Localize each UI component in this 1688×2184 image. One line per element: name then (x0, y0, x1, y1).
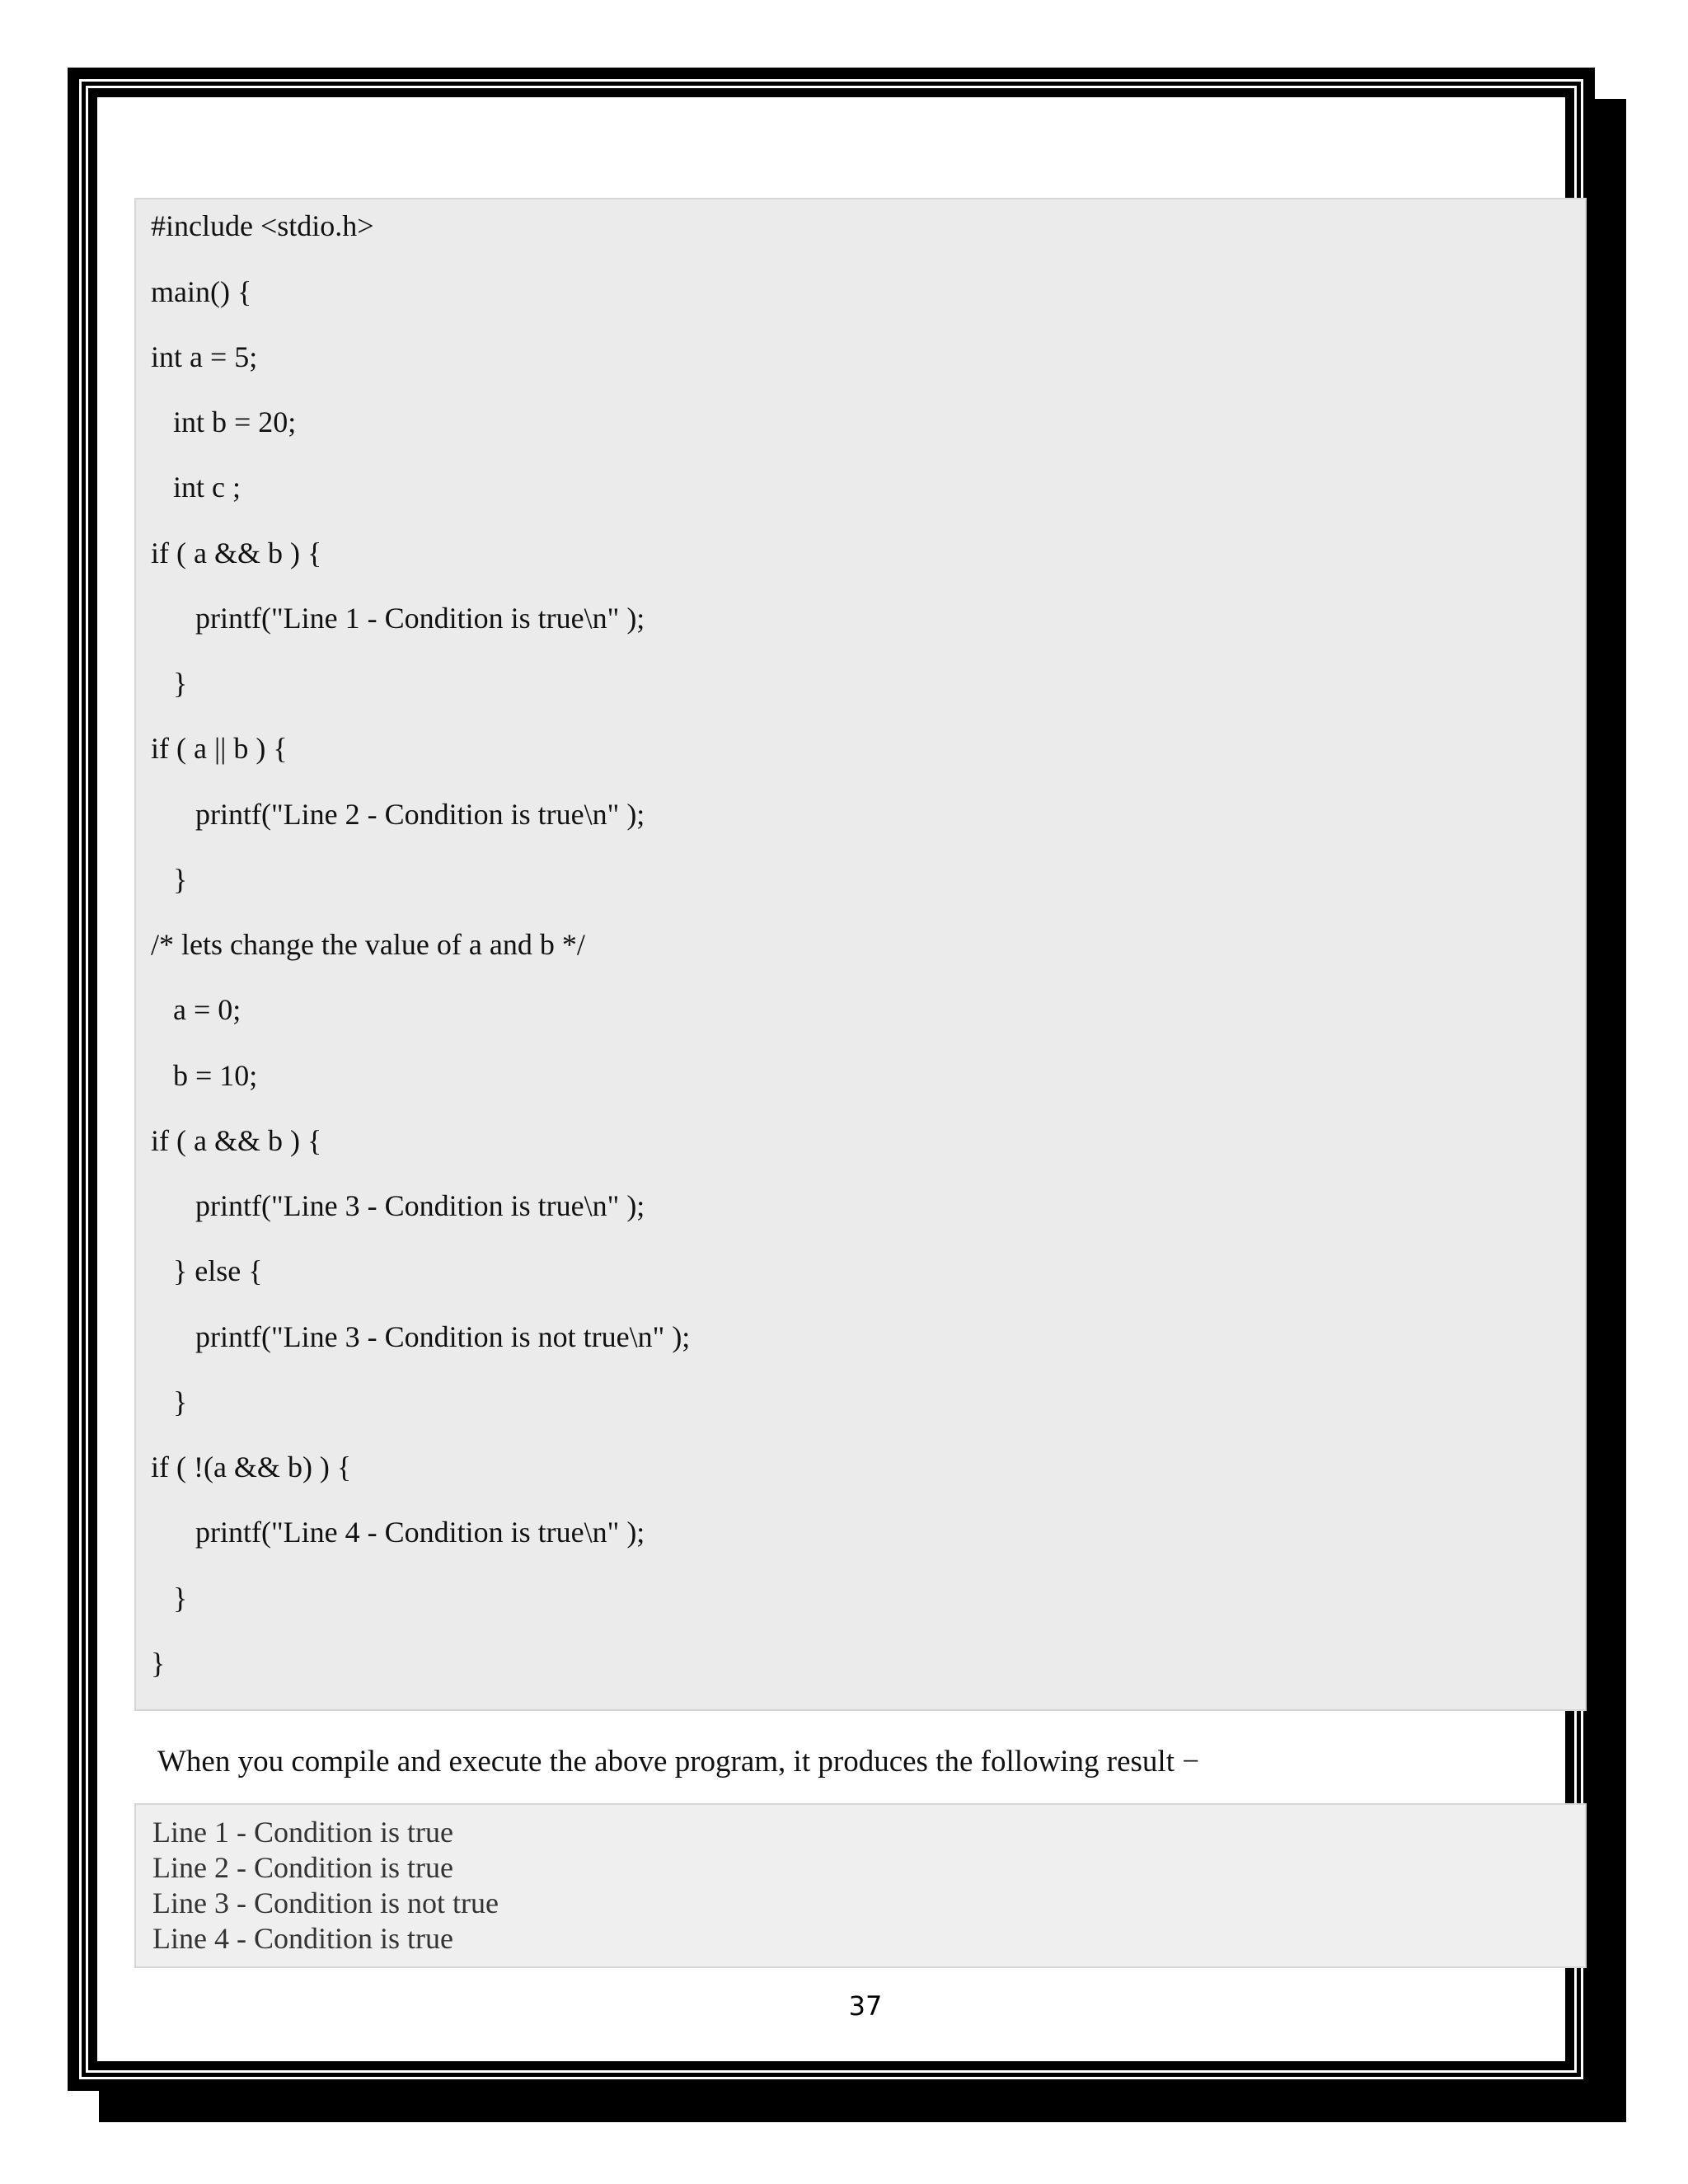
code-line: #include <stdio.h> (151, 209, 374, 242)
code-line: } (151, 1582, 188, 1615)
code-line: b = 10; (151, 1059, 258, 1092)
code-line: } (151, 667, 188, 700)
code-line: /* lets change the value of a and b */ (151, 928, 585, 961)
code-line: printf("Line 3 - Condition is true\n" ); (151, 1189, 645, 1222)
code-line: printf("Line 2 - Condition is true\n" ); (151, 798, 645, 831)
code-line: a = 0; (151, 993, 241, 1026)
output-line: Line 2 - Condition is true (152, 1851, 453, 1884)
output-line: Line 3 - Condition is not true (152, 1886, 499, 1919)
code-line: if ( !(a && b) ) { (151, 1451, 352, 1483)
code-line: } (151, 863, 188, 896)
code-line: int a = 5; (151, 340, 258, 373)
code-line: printf("Line 3 - Condition is not true\n" ); (151, 1320, 691, 1353)
code-line: if ( a && b ) { (151, 1124, 322, 1157)
result-intro-text: When you compile and execute the above program, it produces the following result − (157, 1745, 1200, 1779)
page-number: 37 (848, 1990, 883, 2022)
code-line: printf("Line 4 - Condition is true\n" ); (151, 1516, 645, 1549)
code-line: main() { (151, 275, 252, 308)
code-line: } else { (151, 1254, 263, 1287)
code-block (134, 198, 1587, 1711)
code-line: if ( a && b ) { (151, 537, 322, 569)
code-line: } (151, 1647, 166, 1680)
code-line: if ( a || b ) { (151, 732, 288, 765)
code-line: } (151, 1385, 188, 1418)
code-line: printf("Line 1 - Condition is true\n" ); (151, 602, 645, 635)
output-block (134, 1803, 1587, 1968)
output-line: Line 1 - Condition is true (152, 1816, 453, 1849)
code-line: int c ; (151, 471, 241, 504)
code-line: int b = 20; (151, 405, 297, 438)
output-line: Line 4 - Condition is true (152, 1922, 453, 1955)
